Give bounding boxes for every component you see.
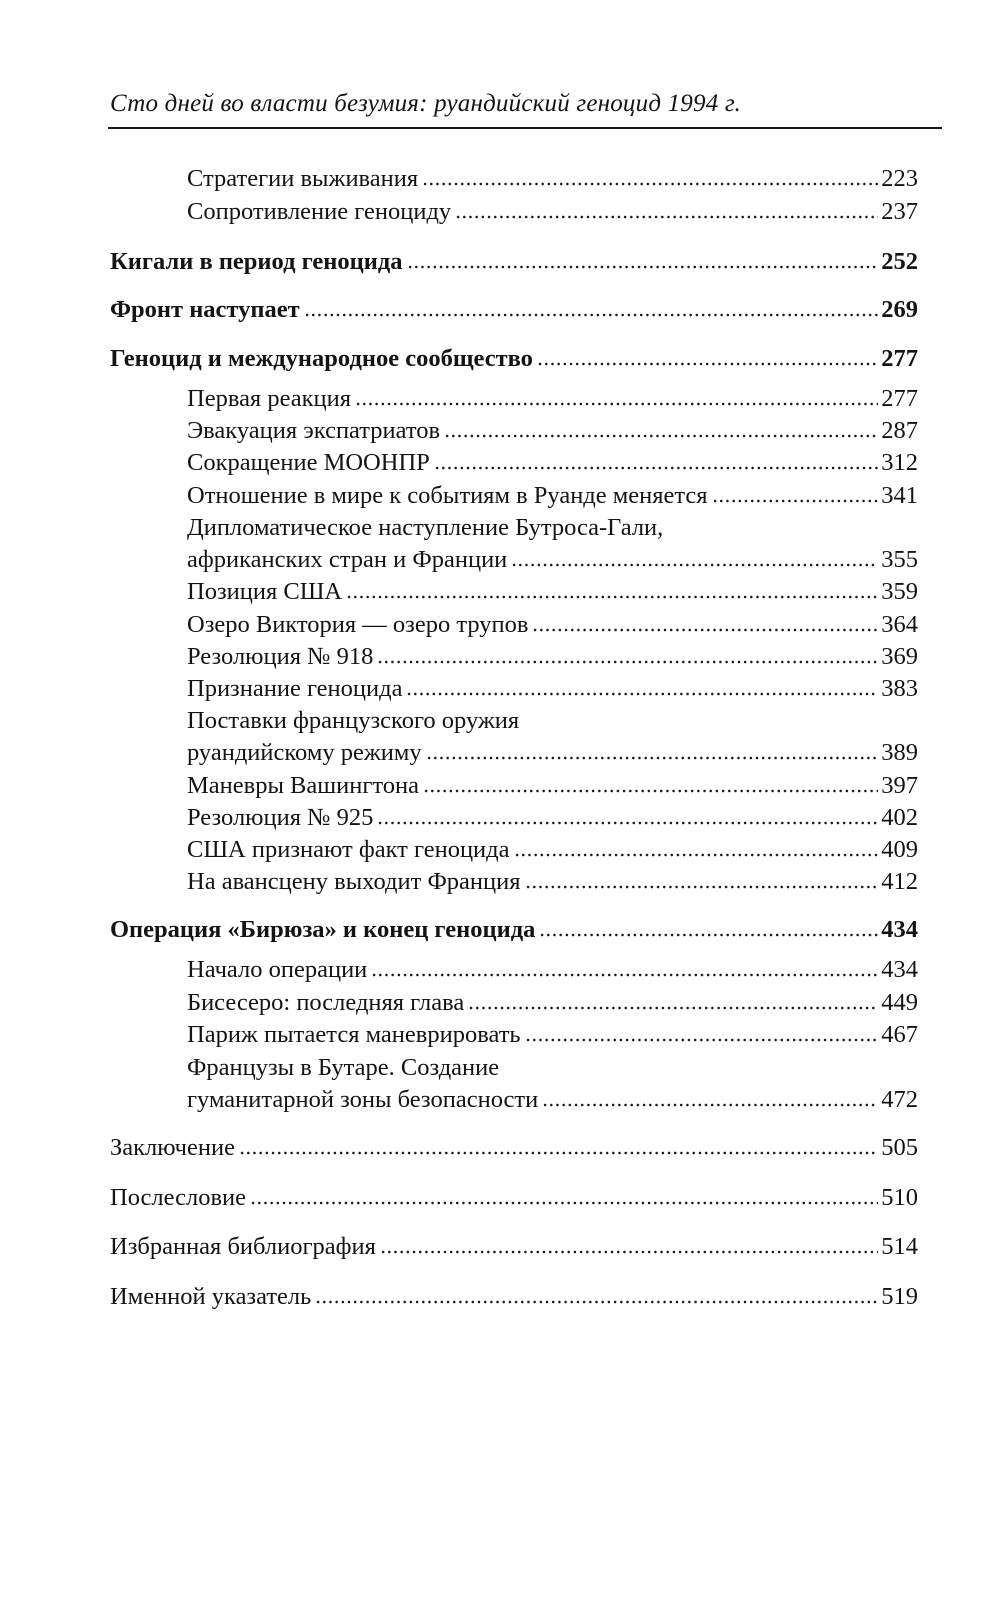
dot-leader [712,498,879,504]
toc-entry-title: Геноцид и международное сообщество [110,345,533,372]
toc-entry-title: Бисесеро: последняя глава [187,989,465,1016]
toc-entry-title: Сокращение МООНПР [187,449,430,476]
toc-entry-page: 397 [881,772,918,799]
dot-leader [444,433,878,439]
toc-entry-title-line1: Французы в Бутаре. Создание [187,1054,500,1081]
dot-leader [525,1037,879,1043]
toc-entry-page: 312 [881,449,918,476]
toc-entry-title: африканских стран и Франции [187,546,508,573]
toc-entry-page: 389 [881,739,918,766]
dot-leader [532,627,878,633]
toc-entry[interactable] [187,481,918,511]
toc-entry-title-line1: Поставки французского оружия [187,707,520,734]
toc-entry-title: Избранная библиография [110,1233,376,1260]
toc-entry-title: Операция «Бирюза» и конец геноцида [110,916,536,943]
toc-entry-title: Послесловие [110,1184,247,1211]
toc-entry[interactable] [187,197,918,227]
toc-entry-title: Эвакуация экспатриатов [187,417,441,444]
dot-leader [422,181,878,187]
toc-entry-title: Резолюция № 925 [187,804,374,831]
dot-leader [355,401,878,407]
dot-leader [406,691,878,697]
dot-leader [455,214,878,220]
toc-entry-title: Отношение в мире к событиям в Руанде меняется [187,482,708,509]
dot-leader [468,1005,878,1011]
toc-entry[interactable] [187,1020,918,1050]
toc-entry-page: 434 [881,916,918,943]
toc-entry-page: 505 [881,1134,918,1161]
toc-entry-title: Фронт наступает [110,296,300,323]
dot-leader [514,852,879,858]
toc-entry-page: 223 [881,165,918,192]
toc-entry-title: Именной указатель [110,1283,312,1310]
dot-leader [537,361,878,367]
dot-leader [304,312,879,318]
toc-entry-page: 449 [881,989,918,1016]
dot-leader [377,820,878,826]
dot-leader [315,1299,878,1305]
toc-entry-page: 252 [881,248,918,275]
toc-entry-page: 364 [881,611,918,638]
toc-entry-page: 355 [881,546,918,573]
toc-entry-title: Озеро Виктория — озеро трупов [187,611,529,638]
toc-entry-page: 269 [881,296,918,323]
toc-entry[interactable] [187,803,918,833]
toc-chapter[interactable] [110,344,918,374]
toc-entry-page: 402 [881,804,918,831]
toc-entry-page: 277 [881,385,918,412]
toc-entry-title: Первая реакция [187,385,352,412]
toc-entry[interactable] [187,384,918,414]
toc-entry[interactable] [187,738,918,768]
toc-entry[interactable] [187,867,918,897]
toc-entry-title-line1: Дипломатическое наступление Бутроса-Гали, [187,514,664,541]
toc-entry[interactable] [187,988,918,1018]
toc-entry-title: Сопротивление геноциду [187,198,452,225]
dot-leader [407,264,879,270]
toc-entry[interactable] [187,164,918,194]
dot-leader [434,465,878,471]
toc-chapter[interactable] [110,295,918,325]
toc-entry-page: 287 [881,417,918,444]
toc-entry[interactable] [187,835,918,865]
toc-entry-title: Позиция США [187,578,343,605]
running-head-title: Сто дней во власти безумия: руандийский геноцид 1994 г. [110,90,741,117]
toc-entry-page: 519 [881,1283,918,1310]
toc-entry-title: Начало операции [187,956,368,983]
toc-entry-page: 383 [881,675,918,702]
dot-leader [377,659,878,665]
toc-entry-page: 359 [881,578,918,605]
toc-entry[interactable] [187,448,918,478]
dot-leader [239,1150,878,1156]
dot-leader [346,594,878,600]
toc-section[interactable] [110,1282,918,1312]
toc-entry-page: 467 [881,1021,918,1048]
dot-leader [511,562,878,568]
toc-section[interactable] [110,1232,918,1262]
dot-leader [250,1200,878,1206]
toc-entry-page: 412 [881,868,918,895]
dot-leader [542,1102,878,1108]
toc-entry-page: 472 [881,1086,918,1113]
toc-entry-title: гуманитарной зоны безопасности [187,1086,539,1113]
toc-entry-title: Кигали в период геноцида [110,248,403,275]
toc-chapter[interactable] [110,247,918,277]
toc-entry-title: Маневры Вашингтона [187,772,420,799]
toc-entry[interactable] [187,545,918,575]
toc-entry-title: На авансцену выходит Франция [187,868,521,895]
toc-entry-title: Париж пытается маневрировать [187,1021,521,1048]
dot-leader [525,884,879,890]
toc-entry-title: Признание геноцида [187,675,403,702]
toc-entry-page: 369 [881,643,918,670]
toc-entry[interactable] [187,674,918,704]
toc-entry[interactable] [187,771,918,801]
toc-entry[interactable] [187,642,918,672]
toc-entry-page: 237 [881,198,918,225]
toc-entry-title: США признают факт геноцида [187,836,510,863]
toc-section[interactable] [110,1183,918,1213]
toc-entry[interactable] [187,577,918,607]
toc-entry-title: Резолюция № 918 [187,643,374,670]
toc-entry-page: 341 [881,482,918,509]
toc-entry-page: 434 [881,956,918,983]
toc-entry[interactable] [187,416,918,446]
toc-entry-title: руандийскому режиму [187,739,422,766]
toc-entry-page: 510 [881,1184,918,1211]
toc-entry-title: Стратегии выживания [187,165,419,192]
toc-entry-title: Заключение [110,1134,235,1161]
dot-leader [539,932,878,938]
toc-entry[interactable] [187,610,918,640]
toc-section[interactable] [110,1133,918,1163]
dot-leader [423,788,878,794]
toc-entry-page: 514 [881,1233,918,1260]
toc-entry-page: 409 [881,836,918,863]
toc-entry[interactable] [187,955,918,985]
toc-entry[interactable] [187,1085,918,1115]
toc-chapter[interactable] [110,915,918,945]
dot-leader [380,1249,878,1255]
dot-leader [371,972,878,978]
dot-leader [426,755,879,761]
toc-entry-page: 277 [881,345,918,372]
